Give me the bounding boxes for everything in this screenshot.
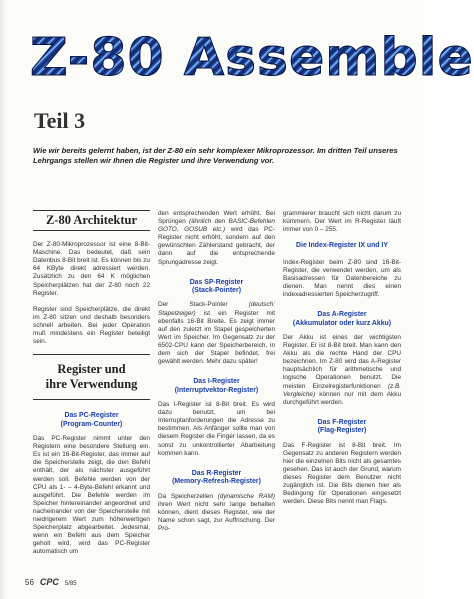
- subheading-line: Das SP-Register: [189, 278, 244, 286]
- text-run: ihren Wert nicht sehr lange behalten können, dient dieses Register, wie der Name schon sagt, zur Auffrischung. Der Pro-: [158, 500, 275, 532]
- subheading-pc-register: [33, 412, 150, 429]
- subheading-line: (Stack-Pointer): [191, 287, 241, 295]
- text-run-italic: (z.B. Vergleiche): [283, 382, 401, 398]
- subheading-r-register: [158, 470, 275, 487]
- text-run-italic: (ähnlich den BASIC-Befehlen GOTO, GOSUB etc.): [158, 218, 275, 234]
- paragraph: Das I-Register ist 8-Bit breit. Es wird dazu benutzt, um bei Interruptanforderungen die Adresse zu bestimmen. Als Anfänger sollte man von diesem Register die Finger lassen, da es sonst zu unkontrollierter Abarbeitung kommen kann.: [158, 401, 275, 457]
- magazine-logo: CPC: [39, 577, 59, 587]
- paragraph: [158, 301, 275, 366]
- section-heading-architecture: Z-80 Architektur: [33, 210, 150, 231]
- column-2: [158, 210, 275, 541]
- text-run-italic: (dynamische RAM): [217, 492, 275, 500]
- text-run: wird das PC-Register nicht erhöht, sondern auf den gewünschten Zählerstand gebracht, der dann auf die entsprechende Sprungadresse zeigt.: [158, 226, 275, 266]
- column-3: [283, 210, 401, 514]
- subheading-line: Das I-Register: [193, 378, 240, 386]
- text-run: Der Akku ist eines der wichtigsten Register. Er ist 8-Bit breit. Man kann den Akku als die rechte Hand der CPU bezeichnen. Im Z-80 wird das A-Register hauptsächlich für arithmetische und logische Operationen benutzt. Die meisten Einzelregisterfunktionen: [283, 333, 401, 390]
- article-intro: Wie wir bereits gelernt haben, ist der Z-80 ein sehr komplexer Mikroprozessor. Im dritten Teil unseres Lehrgangs stellen wir Ihnen die Register und ihre Verwendung vor.: [33, 146, 398, 166]
- subheading-a-register: [283, 311, 401, 328]
- section-heading-registers: [33, 354, 150, 400]
- text-run: ist ein Register mit ebenfalls 16-Bit Breite. Es zeigt immer auf den zuletzt im Stapel gespeicherten Wert im Speicher. Im Gegensatz zu der 6502-CPU kann der Speicherbereich, in dem sich der Stapel befindet, frei gewählt werden. Mehr dazu später!: [158, 309, 275, 366]
- subheading-line: Das PC-Register: [64, 412, 119, 420]
- text-run-italic: (deutsch: Stapelzeiger): [158, 301, 275, 317]
- paragraph: [158, 210, 275, 267]
- text-run: Da Speicherzellen: [158, 492, 218, 500]
- subheading-index-registers: Die Index-Register IX und IY: [296, 242, 388, 250]
- article-subtitle: Teil 3: [34, 108, 86, 133]
- paragraph: Das F-Register ist 8-Bit breit. Im Gegensatz zu anderen Registern werden hier die einzelnen Bits nicht als gesamtes gesehen. Das ist auch der Grund, warum dieses Register dem Benutzer nicht zugänglich ist. Die Bits dienen hier als Bedingung für Operationen eingesetzt werden. Diese Bits nennt man Flags.: [283, 441, 401, 506]
- paragraph: Der Z-80-Mikroprozessor ist eine 8-Bit-Maschine. Das bedeutet, daß sein Datenbus 8-Bit breit ist. Es können bis zu 64 KByte direkt adressiert werden. Zusätzlich zu den 64 K möglichen Speicherplätzen hat der Z-80 noch 22 Register.: [33, 241, 150, 297]
- paragraph: [158, 493, 275, 533]
- article-title-text: Z-80 Assemble: [30, 28, 474, 88]
- page-number: 56: [25, 578, 34, 587]
- subheading-line: (Program-Counter): [60, 420, 123, 428]
- subheading-line: Das F-Register: [317, 418, 367, 426]
- subheading-f-register: [283, 419, 401, 436]
- column-1: [33, 210, 150, 564]
- paragraph: Index-Register beim Z-80 sind 16-Bit-Register, die verwendet werden, um als Basisadressen für Datenbereiche zu dienen. Man nennt dies einen indexadressierten Speicherzugriff.: [283, 258, 401, 299]
- text-run: den entsprechenden Wert erhöht. Bei Sprüngen: [158, 210, 275, 226]
- text-run: können nur mit dem Akku durchgeführt werden.: [283, 390, 401, 406]
- issue-number: 5/85: [64, 581, 77, 587]
- subheading-line: Das R-Register: [191, 469, 242, 477]
- section-heading-line: Register und: [57, 362, 126, 377]
- paragraph: [283, 334, 401, 407]
- subheading-line: Das A-Register: [317, 311, 367, 319]
- paragraph: Register sind Speicherplätze, die direkt im Z-80 sitzen und deshalb besonders schnell arbeiten. Bei jeder Operation muß mindestens ein Register beteiligt sein.: [33, 305, 150, 346]
- text-run: Der Stack-Pointer: [158, 301, 249, 309]
- section-heading-line: ihre Verwendung: [45, 377, 138, 392]
- paragraph: Das PC-Register nimmt unter den Registern eine besondere Stellung ein. Es ist ein 16-Bit-Register, das immer auf die Speicherstelle zeigt, die den Befehl enthält, der als nächster ausgeführt werden soll. Befehle werden von der CPU als 1- – 4-Byte-Befehl erkannt und ausgeführt. Die Befehle werden im Speicher hintereinander angeordnet und nacheinander von der Speicherstelle mit niedrigerem Wert zum höherwertigen Speicherplatz abgearbeitet. Jedesmal, wenn ein Befehl aus dem Speicher geholt wird, wird das PC-Register automatisch um: [33, 435, 150, 556]
- subheading-line: (Flag-Register): [317, 427, 367, 435]
- scan-edge-shadow: [0, 0, 6, 599]
- page-footer: [25, 577, 77, 587]
- subheading-line: (Memory-Refresh-Register): [172, 478, 261, 486]
- article-title: [30, 28, 474, 88]
- subheading-sp-register: [158, 279, 275, 296]
- subheading-line: (Akkumulator oder kurz Akku): [292, 319, 392, 327]
- paragraph: grammierer braucht sich nicht darum zu kümmern. Der Wert im R-Register läuft immer von 0 – 255.: [283, 210, 401, 234]
- subheading-i-register: [158, 378, 275, 395]
- subheading-line: (Interruptvektor-Register): [174, 386, 259, 394]
